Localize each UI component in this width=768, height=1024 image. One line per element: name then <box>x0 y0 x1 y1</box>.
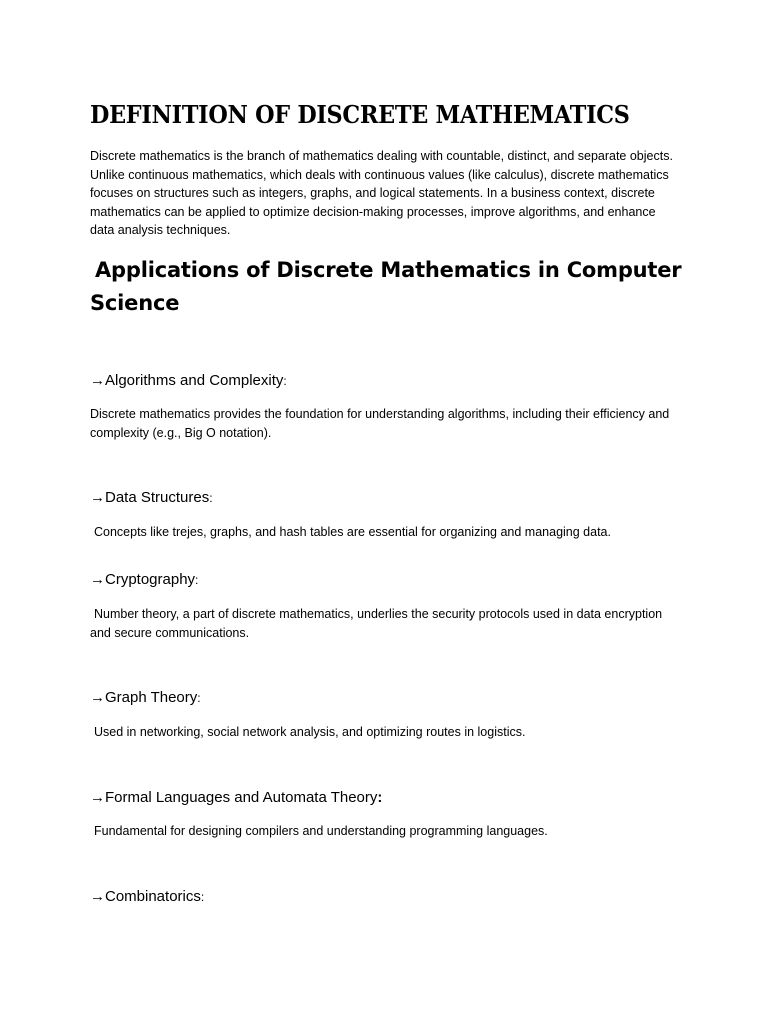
arrow-icon: → <box>90 372 105 389</box>
subheading-text: Cryptography <box>105 571 196 588</box>
paragraph-cryptography: Number theory, a part of discrete mathematics, underlies the security protocols used in data encryption and secure communications. <box>90 607 663 640</box>
subheading-text: Data Structures <box>105 489 210 506</box>
arrow-icon: → <box>90 888 105 905</box>
subheading-cryptography <box>90 570 198 590</box>
subheading-combinatorics <box>90 887 204 907</box>
arrow-icon: → <box>90 489 105 506</box>
paragraph-formal-languages: Fundamental for designing compilers and understanding programming languages. <box>94 824 548 838</box>
intro-paragraph: Discrete mathematics is the branch of mathematics dealing with countable, distinct, and separate objects. Unlike continuous mathematics, which deals with continuous values (like calculus), discrete mathematics focuses on structures such as integers, graphs, and logical statements. In a business context, discrete mathematics can be applied to optimize decision-making processes, improve algorithms, and enhance data analysis techniques. <box>90 149 673 237</box>
arrow-icon: → <box>90 571 105 588</box>
subheading-colon: : <box>283 374 287 388</box>
section-heading-text: Applications of Discrete Mathematics in Computer Science <box>90 258 682 315</box>
subheading-colon: : <box>377 789 383 806</box>
subheading-colon: : <box>209 491 213 505</box>
subheading-formal-languages <box>90 788 382 808</box>
subheading-colon: : <box>195 573 199 587</box>
subheading-data-structures <box>90 488 213 508</box>
document-title: DEFINITION OF DISCRETE MATHEMATICS <box>90 100 630 129</box>
subheading-text: Graph Theory <box>105 689 198 706</box>
paragraph-data-structures: Concepts like trejes, graphs, and hash tables are essential for organizing and managing data. <box>94 525 611 539</box>
subheading-text: Algorithms and Complexity <box>105 372 284 389</box>
paragraph-algorithms: Discrete mathematics provides the foundation for understanding algorithms, including their efficiency and complexity (e.g., Big O notation). <box>90 407 670 440</box>
arrow-icon: → <box>90 789 105 806</box>
subheading-graph-theory <box>90 688 201 708</box>
section-heading <box>90 254 700 320</box>
subheading-algorithms <box>90 371 287 391</box>
subheading-text: Combinatorics <box>105 888 201 905</box>
subheading-colon: : <box>197 691 201 705</box>
subheading-colon: : <box>200 890 205 904</box>
paragraph-graph-theory: Used in networking, social network analysis, and optimizing routes in logistics. <box>94 725 526 739</box>
arrow-icon: → <box>90 689 105 706</box>
subheading-text: Formal Languages and Automata Theory <box>105 789 378 806</box>
